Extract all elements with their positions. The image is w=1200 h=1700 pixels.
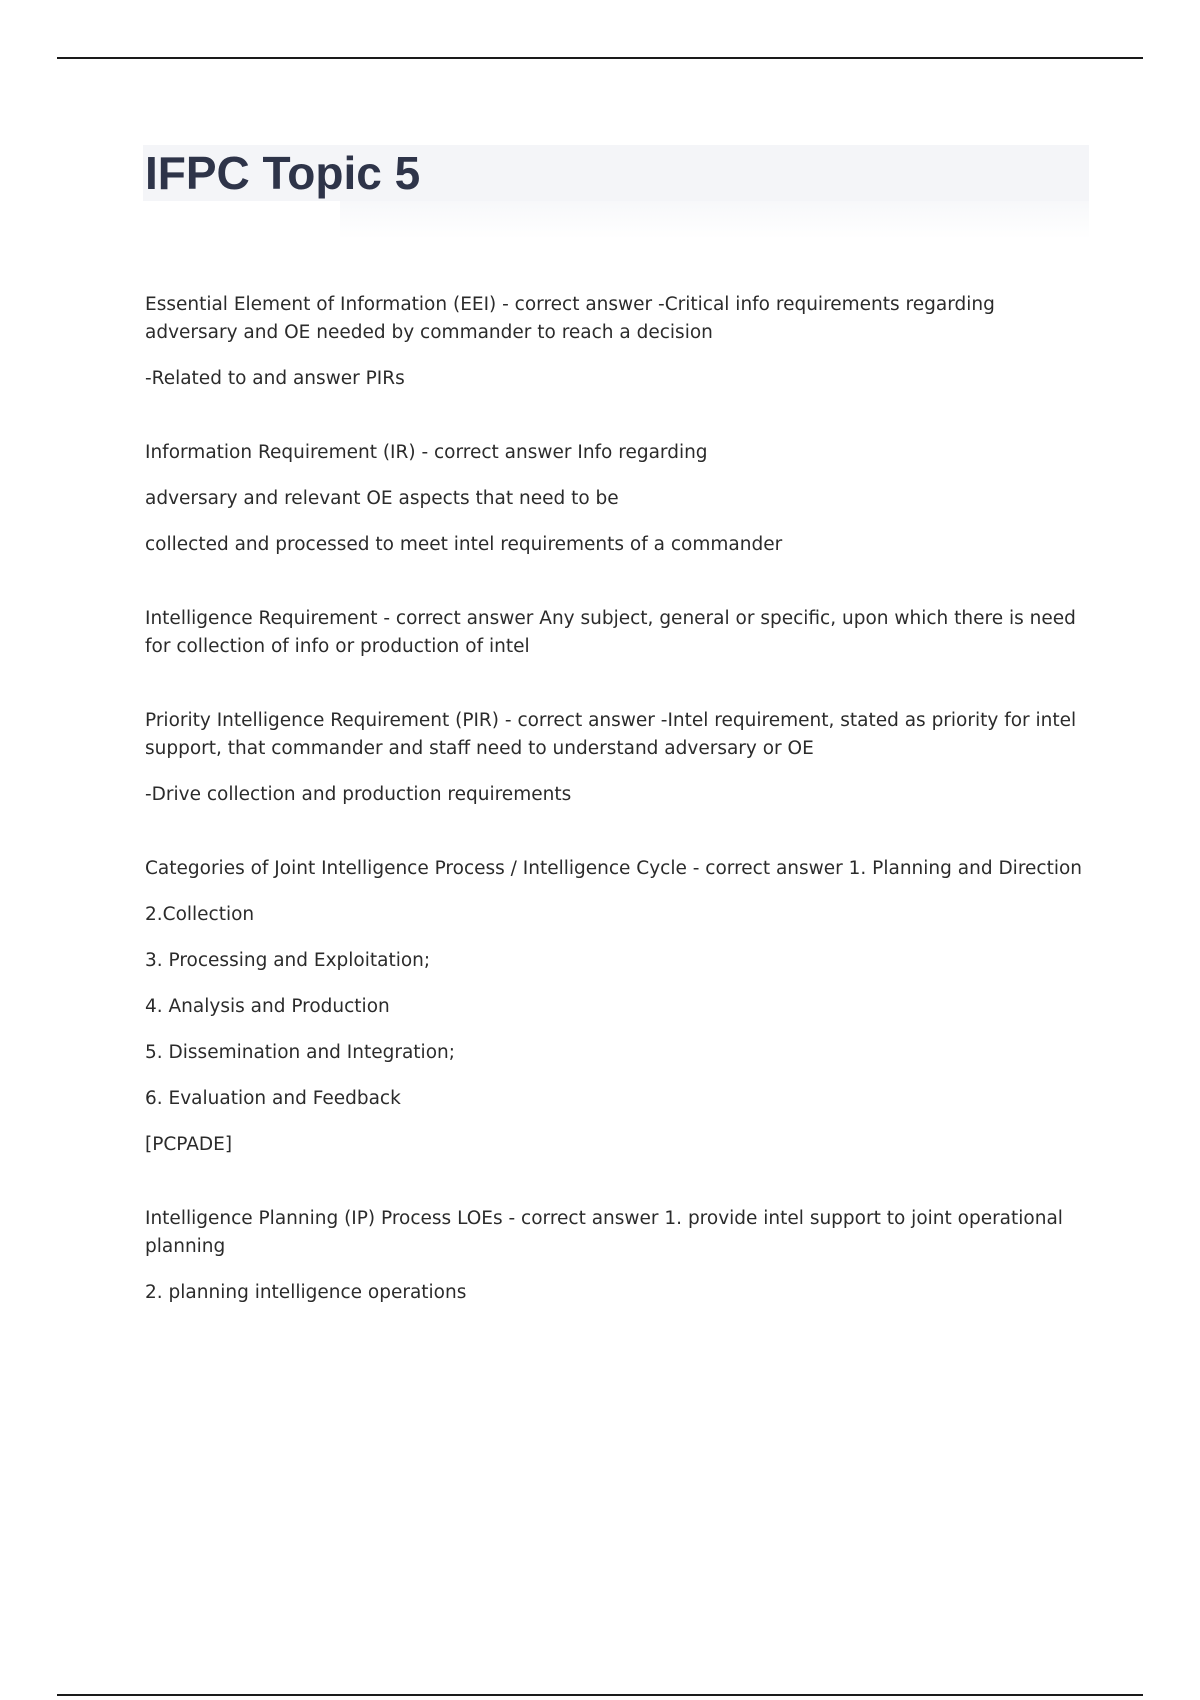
entry-line: collected and processed to meet intel requirements of a commander [145,534,783,555]
document-body [145,291,1085,1353]
entry-line: 4. Analysis and Production [145,996,390,1017]
entry-line: 2.Collection [145,904,255,925]
entry-line: 6. Evaluation and Feedback [145,1088,401,1109]
entry-intelligence-requirement [145,605,1085,661]
entry-line: Essential Element of Information (EEI) - correct answer -Critical info requirements regarding adversary and OE needed by commander to reach a decision [145,294,995,343]
top-rule [57,57,1143,59]
entry-line: 2. planning intelligence operations [145,1282,467,1303]
entry-line: [PCPADE] [145,1134,233,1155]
entry-line: Categories of Joint Intelligence Process / Intelligence Cycle - correct answer 1. Planning and Direction [145,858,1083,879]
entry-line: Intelligence Planning (IP) Process LOEs - correct answer 1. provide intel support to joint operational planning [145,1208,1063,1257]
entry-line: Priority Intelligence Requirement (PIR) - correct answer -Intel requirement, stated as priority for intel support, that commander and staff need to understand adversary or OE [145,710,1077,759]
entry-eei [145,291,1085,393]
entry-line: -Drive collection and production requirements [145,784,572,805]
entry-line: Information Requirement (IR) - correct answer Info regarding [145,442,708,463]
entry-line: -Related to and answer PIRs [145,368,405,389]
page-title: IFPC Topic 5 [145,147,421,199]
entry-intelligence-cycle [145,855,1085,1159]
entry-ip-process [145,1205,1085,1307]
title-band-shadow [340,201,1089,239]
bottom-rule [57,1694,1143,1696]
entry-line: Intelligence Requirement - correct answer Any subject, general or specific, upon which there is need for collection of info or production of intel [145,608,1076,657]
entry-line: 3. Processing and Exploitation; [145,950,431,971]
entry-line: 5. Dissemination and Integration; [145,1042,455,1063]
entry-line: adversary and relevant OE aspects that need to be [145,488,619,509]
entry-pir [145,707,1085,809]
entry-ir [145,439,1085,559]
